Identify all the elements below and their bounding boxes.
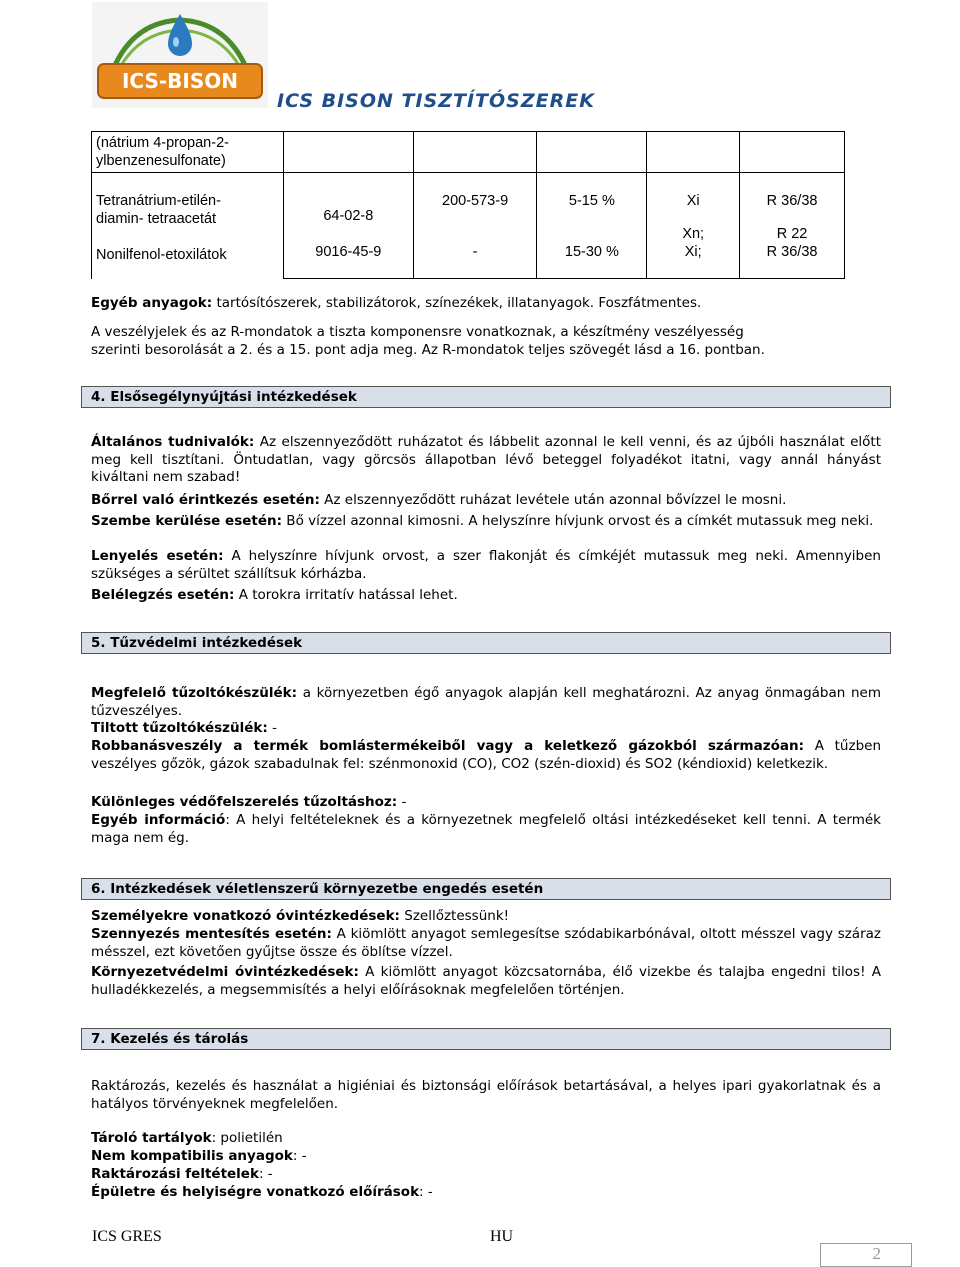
fire-ppe: Különleges védőfelszerelés tűzoltáshoz: -	[91, 794, 407, 810]
storage-intro: Raktározás, kezelés és használat a higiéniai és biztonsági előírások betartásával, a helyes ipari gyakorlatnak és a hatályos törvényeknek megfelelően.	[91, 1078, 881, 1112]
cas-number: 9016-45-9	[315, 244, 382, 260]
hazard-note-line: szerinti besorolását a 2. és a 15. pont adja meg. Az R-mondatok teljes szövegét lásd a 16. pontban.	[91, 342, 765, 358]
page-number: 2	[872, 1244, 881, 1263]
table-row	[92, 173, 845, 279]
fire-extinguisher: Megfelelő tűzoltókészülék: a környezetben égő anyagok alapján kell meghatározni. Az anyag önmagában nem tűzveszélyes.	[91, 685, 882, 719]
first-aid-general: Általános tudnivalók: Az elszennyeződött ruházatot és lábbelit azonnal le kell venni, és az újbóli használat előtt meg kell tisztítani. Öntudatlan, vagy görcsös állapotban lévő beteggel folyadékot itatni, vagy annál hányást kiváltani nem szabad!	[91, 434, 881, 485]
r-phrase: R 22	[776, 226, 808, 242]
component-name: diamin- tetraacetát	[96, 211, 217, 227]
component-name: Nonilfenol-etoxilátok	[96, 247, 227, 263]
fire-forbidden: Tiltott tűzoltókészülék: -	[91, 720, 277, 736]
hazard-symbol: Xi	[686, 193, 700, 209]
r-phrase: R 36/38	[766, 244, 818, 260]
section-4-heading: 4. Elsősegélynyújtási intézkedések	[81, 386, 891, 408]
fire-other-info: Egyéb információ: A helyi feltételeknek és a környezetnek megfelelő oltási intézkedéseket kell tenni. A termék maga nem ég.	[91, 812, 881, 846]
section-7-heading: 7. Kezelés és tárolás	[81, 1028, 891, 1050]
fire-explosion: Robbanásveszély a termék bomlástermékeiből vagy a keletkező gázokból származóan: A tűzben veszélyes gőzök, gázok szabadulnak fel: szénmonoxid (CO), CO2 (szén-dioxid) és SO2 (kéndioxid) keletkezik.	[91, 738, 882, 772]
first-aid-inhalation: Belélegzés esetén: A torokra irritatív hatással lehet.	[91, 587, 458, 603]
release-personal: Személyekre vonatkozó óvintézkedések: Szellőztessünk!	[91, 908, 510, 924]
hazard-symbol: Xn;	[682, 226, 705, 242]
concentration: 15-30 %	[564, 244, 619, 260]
company-title: ICS BISON TISZTÍTÓSZEREK	[277, 90, 595, 112]
hazard-symbol: Xi;	[684, 244, 702, 260]
storage-conditions: Raktározási feltételek: -	[91, 1166, 273, 1182]
release-cleanup: Szennyezés mentesítés esetén: A kiömlött anyagot semlegesítse szódabikarbónával, oltott mésszel vagy száraz mésszel, ezt követően gyűjtse össze és öblítse vízzel.	[91, 926, 881, 960]
ec-number: 200-573-9	[442, 193, 509, 209]
storage-incompatible: Nem kompatibilis anyagok: -	[91, 1148, 307, 1164]
cas-number: 64-02-8	[323, 208, 374, 224]
components-table	[91, 131, 845, 279]
footer-language: HU	[490, 1228, 514, 1245]
page-number-box	[820, 1243, 912, 1267]
other-substances: Egyéb anyagok: tartósítószerek, stabilizátorok, színezékek, illatanyagok. Foszfátmentes.	[91, 295, 702, 311]
footer-company: ICS GRES	[92, 1228, 162, 1245]
r-phrase: R 36/38	[766, 193, 818, 209]
storage-building: Épületre és helyiségre vonatkozó előírások: -	[91, 1184, 433, 1200]
section-6-heading: 6. Intézkedések véletlenszerű környezetbe engedés esetén	[81, 878, 891, 900]
first-aid-skin: Bőrrel való érintkezés esetén: Az elszennyeződött ruházat levétele után azonnal bővízzel le mosni.	[91, 492, 787, 508]
storage-container: Tároló tartályok: polietilén	[91, 1130, 283, 1146]
release-environment: Környezetvédelmi óvintézkedések: A kiömlött anyagot közcsatornába, élő vizekbe és talajba engedni tilos! A hulladékkezelés, a megsemmisítés a helyi előírásoknak megfelelően történjen.	[91, 964, 881, 998]
component-name: (nátrium 4-propan-2-ylbenzenesulfonate)	[96, 135, 229, 169]
section-5-heading: 5. Tűzvédelmi intézkedések	[81, 632, 891, 654]
concentration: 5-15 %	[568, 193, 615, 209]
logo-text: ICS-BISON	[121, 69, 239, 93]
ec-number: -	[472, 244, 478, 260]
table-row	[92, 132, 845, 173]
first-aid-swallow: Lenyelés esetén: A helyszínre hívjunk orvost, a szer flakonját és címkéjét mutassuk meg neki. Amennyiben szükséges a sérültet szállítsuk kórházba.	[91, 548, 881, 582]
first-aid-eye: Szembe kerülése esetén: Bő vízzel azonnal kimosni. A helyszínre hívjunk orvost és a címkét mutassuk meg neki.	[91, 513, 874, 529]
company-logo	[92, 2, 268, 108]
hazard-note-line: A veszélyjelek és az R-mondatok a tiszta komponensre vonatkoznak, a készítmény veszélyesség	[91, 324, 744, 340]
component-name: Tetranátrium-etilén-	[96, 193, 221, 209]
